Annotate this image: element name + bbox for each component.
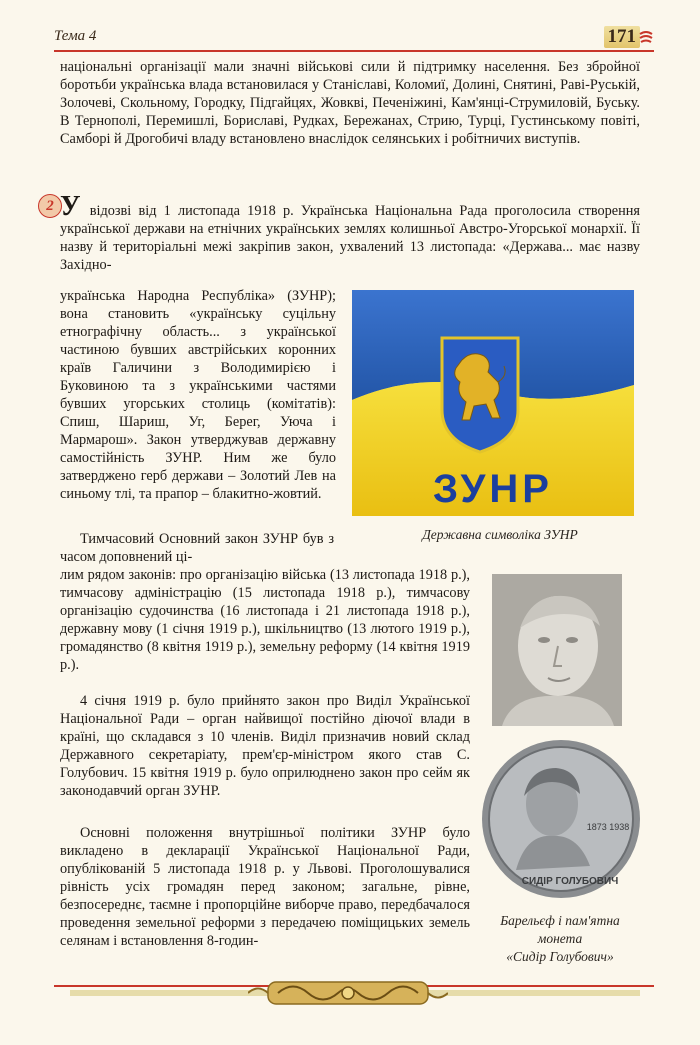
coin-years: 1873 1938 bbox=[586, 822, 630, 832]
paragraph-3-start: Тимчасовий Основний закон ЗУНР був з часом доповнений ці- bbox=[60, 531, 334, 565]
commemorative-coin bbox=[480, 738, 642, 900]
flag-caption: Державна символіка ЗУНР bbox=[422, 527, 578, 542]
bas-relief-portrait bbox=[492, 574, 622, 726]
drop-cap: У bbox=[60, 191, 81, 222]
paragraph-5: Основні положення внутрішньої політики ЗУНР було викладено в декларації Української Національної Ради, опублікованій 5 листопада 1918 р. у Львові. Проголошувалися рівність усіх громадян перед законом; загальне, рівне, безпосереднє, таємне і пропорційне виборче право, передбачалося проведення земельної реформи з передачею поміщицьких земель селянам і встановлення 8-годин- bbox=[60, 825, 470, 949]
page-header bbox=[54, 26, 654, 52]
coin-name: СИДІР ГОЛУБОВИЧ bbox=[521, 876, 619, 887]
paragraph-2-top-text: відозві від 1 листопада 1918 р. Українська Національна Рада проголосила створення української держави на етнічних українських землях колишньої Австро-Угорської монархії. Її назву й територіальні межі закріпив закон, ухвалений 13 листопада: «Держава... має назву Західно- bbox=[60, 203, 640, 273]
portrait-caption-line-3: «Сидір Голубович» bbox=[506, 949, 614, 964]
portrait-caption-line-2: монета bbox=[537, 931, 583, 946]
footer-ornament-icon bbox=[248, 976, 448, 1010]
ornament-curl-icon bbox=[638, 28, 654, 46]
page-number: 171 bbox=[604, 26, 641, 48]
portrait-caption bbox=[472, 912, 648, 966]
zunr-flag-image bbox=[352, 290, 634, 516]
paragraph-2-top bbox=[60, 191, 640, 274]
header-divider bbox=[54, 50, 654, 52]
chapter-title: Тема 4 bbox=[54, 28, 97, 44]
paragraph-4: 4 січня 1919 р. було прийнято закон про Виділ Української Національної Ради – орган найвищої постійно діючої влади в країні, що складався з 10 членів. Виділ призначив новий склад Державного секретаріату, прем'єр-міністром якого став С. Голубович. 15 квітня 1919 р. було оприлюднено закон про сейм як законодавчий орган ЗУНР. bbox=[60, 693, 470, 799]
section-marker: 2 bbox=[38, 194, 62, 218]
paragraph-2-left: українська Народна Республіка» (ЗУНР); вона становить «українську суцільну етнографічну область... з української частиною бувших австрійських коронних країв Галичини з Володимирією і Буковиною та з українськими частями бувших угорських столиць (комітатів): Спиш, Шариш, Уг, Берег, Уюча і Мармарош». Закон утверджував державну самостійність ЗУНР. Ним же було затверджено герб держави – Золотий Лев на синьому тлі, та прапор – блакитно-жовтий. bbox=[60, 288, 336, 502]
paragraph-3: лим рядом законів: про організацію війська (13 листопада 1918 р.), тимчасову адміністрацію (15 листопада 1918 р.), тимчасову організацію судочинства (16 листопада і 21 листопада 1918 р.), державну мову (1 січня 1919 р.), шкільництво (13 лютого 1919 р.), громадянство (8 квітня 1919 р.), земельну реформу (14 квітня 1919 р.). bbox=[60, 567, 470, 673]
flag-label: ЗУНР bbox=[433, 467, 553, 511]
portrait-caption-line-1: Барельєф і пам'ятна bbox=[500, 913, 620, 928]
paragraph-1: національні організації мали значні військові сили й підтримку населення. Без збройної боротьби українська влада встановилася у Станіславі, Коломиї, Долині, Снятині, Раві-Руській, Золочеві, Скольному, Городку, Підгайцях, Жовкві, Печеніжині, Кам'янці-Струмиловій, Буську. В Тернополі, Перемишлі, Бориславі, Рудках, Бережанах, Стрию, Турці, Густинському повіті, Самборі й Дрогобичі владу встановлено внаслідок селянських і робітничих виступів. bbox=[60, 59, 640, 147]
